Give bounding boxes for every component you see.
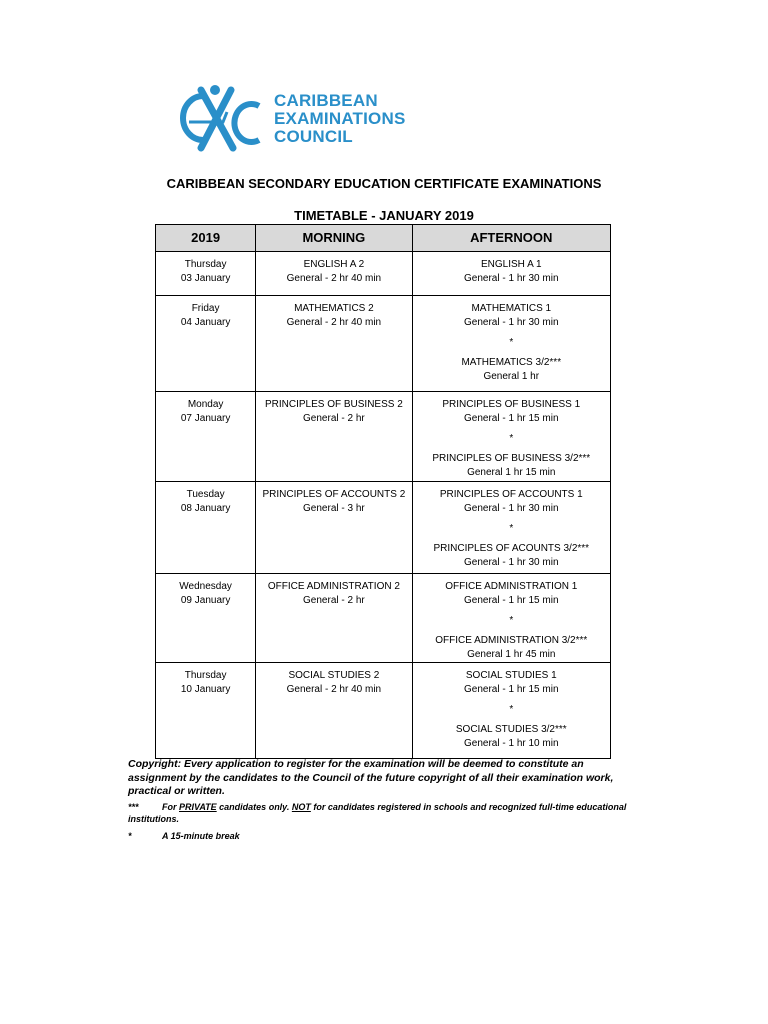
exam-subject: PRINCIPLES OF ACCOUNTS 2 [262, 489, 406, 500]
exam-date: 08 January [180, 503, 231, 514]
morning-cell [256, 392, 412, 482]
exam-day: Wednesday [179, 581, 232, 592]
exam-subject: PRINCIPLES OF BUSINESS 3/2*** [432, 453, 591, 464]
table-header-row [156, 225, 611, 252]
exam-duration: General - 1 hr 30 min [464, 557, 559, 568]
exam-subject: PRINCIPLES OF BUSINESS 2 [264, 399, 403, 410]
date-cell [156, 574, 256, 663]
date-cell [156, 482, 256, 574]
column-header-year: 2019 [156, 225, 256, 252]
column-header-afternoon: AFTERNOON [412, 225, 610, 252]
exam-subject: PRINCIPLES OF ACCOUNTS 1 [439, 489, 583, 500]
morning-cell [256, 482, 412, 574]
table-row [156, 296, 611, 392]
table-row [156, 663, 611, 759]
table-row [156, 392, 611, 482]
date-cell [156, 252, 256, 296]
exam-date: 03 January [180, 273, 231, 284]
break-marker: * [509, 337, 514, 348]
exam-duration: General 1 hr 15 min [467, 467, 556, 478]
exam-subject: SOCIAL STUDIES 1 [465, 670, 557, 681]
logo-wordmark [274, 92, 405, 146]
exam-duration: General - 1 hr 30 min [464, 503, 559, 514]
morning-cell [256, 252, 412, 296]
cxc-logo-mark [165, 82, 265, 154]
exam-duration: General - 2 hr 40 min [286, 273, 382, 284]
exam-duration: General - 1 hr 10 min [464, 738, 559, 749]
exam-duration: General - 1 hr 15 min [464, 595, 559, 606]
date-cell [156, 296, 256, 392]
exam-day: Thursday [184, 259, 227, 270]
exam-subject: PRINCIPLES OF BUSINESS 1 [442, 399, 581, 410]
table-row [156, 252, 611, 296]
afternoon-cell [412, 574, 610, 663]
exam-subject: MATHEMATICS 2 [294, 303, 374, 314]
svg-text:CXC: CXC [165, 82, 168, 83]
exam-day: Thursday [184, 670, 227, 681]
break-marker: * [509, 704, 514, 715]
exam-duration: General - 2 hr [303, 595, 365, 606]
table-row [156, 482, 611, 574]
afternoon-cell [412, 482, 610, 574]
exam-duration: General - 2 hr 40 min [286, 317, 382, 328]
logo-line-2: EXAMINATIONS [274, 109, 406, 128]
afternoon-cell [412, 663, 610, 759]
exam-subject: ENGLISH A 2 [303, 259, 365, 270]
timetable [155, 224, 611, 759]
break-marker: * [509, 433, 514, 444]
exam-subject: ENGLISH A 1 [480, 259, 542, 270]
exam-subject: OFFICE ADMINISTRATION 1 [445, 581, 578, 592]
exam-duration: General 1 hr 45 min [467, 649, 556, 660]
exam-duration: General - 1 hr 15 min [464, 413, 559, 424]
exam-duration: General - 1 hr 30 min [464, 317, 559, 328]
timetable-title: TIMETABLE - JANUARY 2019 [294, 208, 474, 223]
column-header-morning: MORNING [256, 225, 412, 252]
break-marker: * [509, 523, 514, 534]
logo-line-3: COUNCIL [274, 127, 353, 146]
exam-date: 09 January [180, 595, 231, 606]
exam-subject: OFFICE ADMINISTRATION 3/2*** [435, 635, 588, 646]
exam-duration: General - 1 hr 15 min [464, 684, 559, 695]
exam-day: Monday [187, 399, 224, 410]
exam-day: Friday [191, 303, 220, 314]
afternoon-cell [412, 392, 610, 482]
exam-subject: MATHEMATICS 3/2*** [461, 357, 562, 368]
date-cell [156, 392, 256, 482]
exam-day: Tuesday [186, 489, 225, 500]
logo-line-1: CARIBBEAN [274, 91, 378, 110]
exam-date: 07 January [180, 413, 231, 424]
cxc-logo [165, 82, 425, 154]
morning-cell [256, 663, 412, 759]
exam-date: 10 January [180, 684, 231, 695]
break-note-symbol: * [128, 831, 132, 841]
exam-date: 04 January [180, 317, 231, 328]
exam-subject: OFFICE ADMINISTRATION 2 [267, 581, 400, 592]
copyright-notice: Copyright: Every application to register for the examination will be deemed to constitute an assignment by the candidates to the Council of the future copyright of all their examination work, practical or written. [128, 758, 614, 797]
exam-subject: MATHEMATICS 1 [471, 303, 552, 314]
document-title: CARIBBEAN SECONDARY EDUCATION CERTIFICATE EXAMINATIONS [166, 176, 602, 191]
afternoon-cell [412, 296, 610, 392]
exam-subject: SOCIAL STUDIES 3/2*** [455, 724, 567, 735]
break-note: * A 15-minute break [128, 831, 240, 841]
exam-duration: General - 1 hr 30 min [464, 273, 559, 284]
afternoon-cell [412, 252, 610, 296]
exam-subject: PRINCIPLES OF ACOUNTS 3/2*** [433, 543, 590, 554]
exam-duration: General - 2 hr 40 min [286, 684, 382, 695]
private-candidates-note: *** For PRIVATE candidates only. NOT for candidates registered in schools and recognized full-time educational institutions. [128, 802, 627, 824]
morning-cell [256, 296, 412, 392]
date-cell [156, 663, 256, 759]
break-marker: * [509, 615, 514, 626]
private-note-symbol: *** [128, 802, 139, 812]
exam-duration: General - 2 hr [303, 413, 365, 424]
morning-cell [256, 574, 412, 663]
exam-duration: General 1 hr [483, 371, 540, 382]
exam-subject: SOCIAL STUDIES 2 [288, 670, 380, 681]
table-row [156, 574, 611, 663]
exam-duration: General - 3 hr [303, 503, 365, 514]
